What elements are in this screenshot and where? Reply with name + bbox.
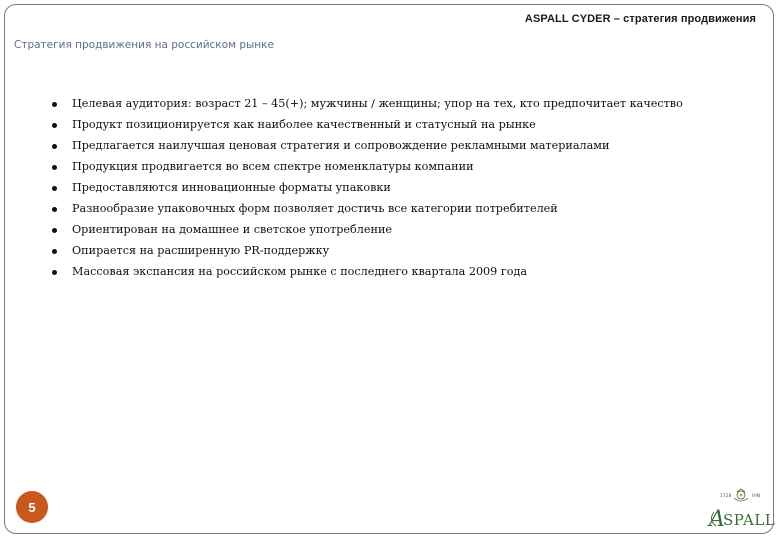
- bullet-icon: [52, 165, 57, 170]
- bullet-list: [50, 96, 690, 285]
- bullet-icon: [52, 144, 57, 149]
- bullet-text: Массовая экспансия на российском рынке с последнего квартала 2009 года: [72, 265, 528, 278]
- bullet-text: Ориентирован на домашнее и светское употребление: [72, 223, 393, 236]
- list-item: [50, 117, 690, 133]
- list-item: [50, 96, 690, 112]
- bullet-text: Предлагается наилучшая ценовая стратегия и сопровождение рекламными материалами: [72, 139, 610, 152]
- bullet-text: Опирается на расширенную PR-поддержку: [72, 244, 330, 257]
- page-number-badge: 5: [16, 491, 48, 523]
- bullet-icon: [52, 270, 57, 275]
- aspall-crest-icon: [706, 488, 776, 532]
- svg-text:1728: 1728: [720, 494, 732, 499]
- list-item: [50, 201, 690, 217]
- slide-subtitle: Стратегия продвижения на российском рынке: [14, 39, 274, 51]
- svg-text:SPALL: SPALL: [723, 511, 776, 529]
- list-item: [50, 264, 690, 280]
- bullet-text: Продукция продвигается во всем спектре номенклатуры компании: [72, 160, 474, 173]
- bullet-icon: [52, 186, 57, 191]
- list-item: [50, 159, 690, 175]
- list-item: [50, 243, 690, 259]
- presentation-title: ASPALL CYDER – стратегия продвижения: [524, 13, 756, 25]
- svg-text:A: A: [709, 507, 725, 532]
- bullet-icon: [52, 207, 57, 212]
- aspall-logo: [706, 488, 776, 532]
- bullet-icon: [52, 228, 57, 233]
- svg-text:IHN: IHN: [752, 494, 761, 499]
- bullet-text: Предоставляются инновационные форматы упаковки: [72, 181, 391, 194]
- bullet-text: Разнообразие упаковочных форм позволяет достичь все категории потребителей: [72, 202, 558, 215]
- bullet-icon: [52, 123, 57, 128]
- bullet-text: Целевая аудитория: возраст 21 – 45(+); мужчины / женщины; упор на тех, кто предпочитает качество: [72, 97, 683, 110]
- list-item: [50, 222, 690, 238]
- list-item: [50, 180, 690, 196]
- bullet-icon: [52, 249, 57, 254]
- bullet-text: Продукт позиционируется как наиболее качественный и статусный на рынке: [72, 118, 536, 131]
- bullet-icon: [52, 102, 57, 107]
- list-item: [50, 138, 690, 154]
